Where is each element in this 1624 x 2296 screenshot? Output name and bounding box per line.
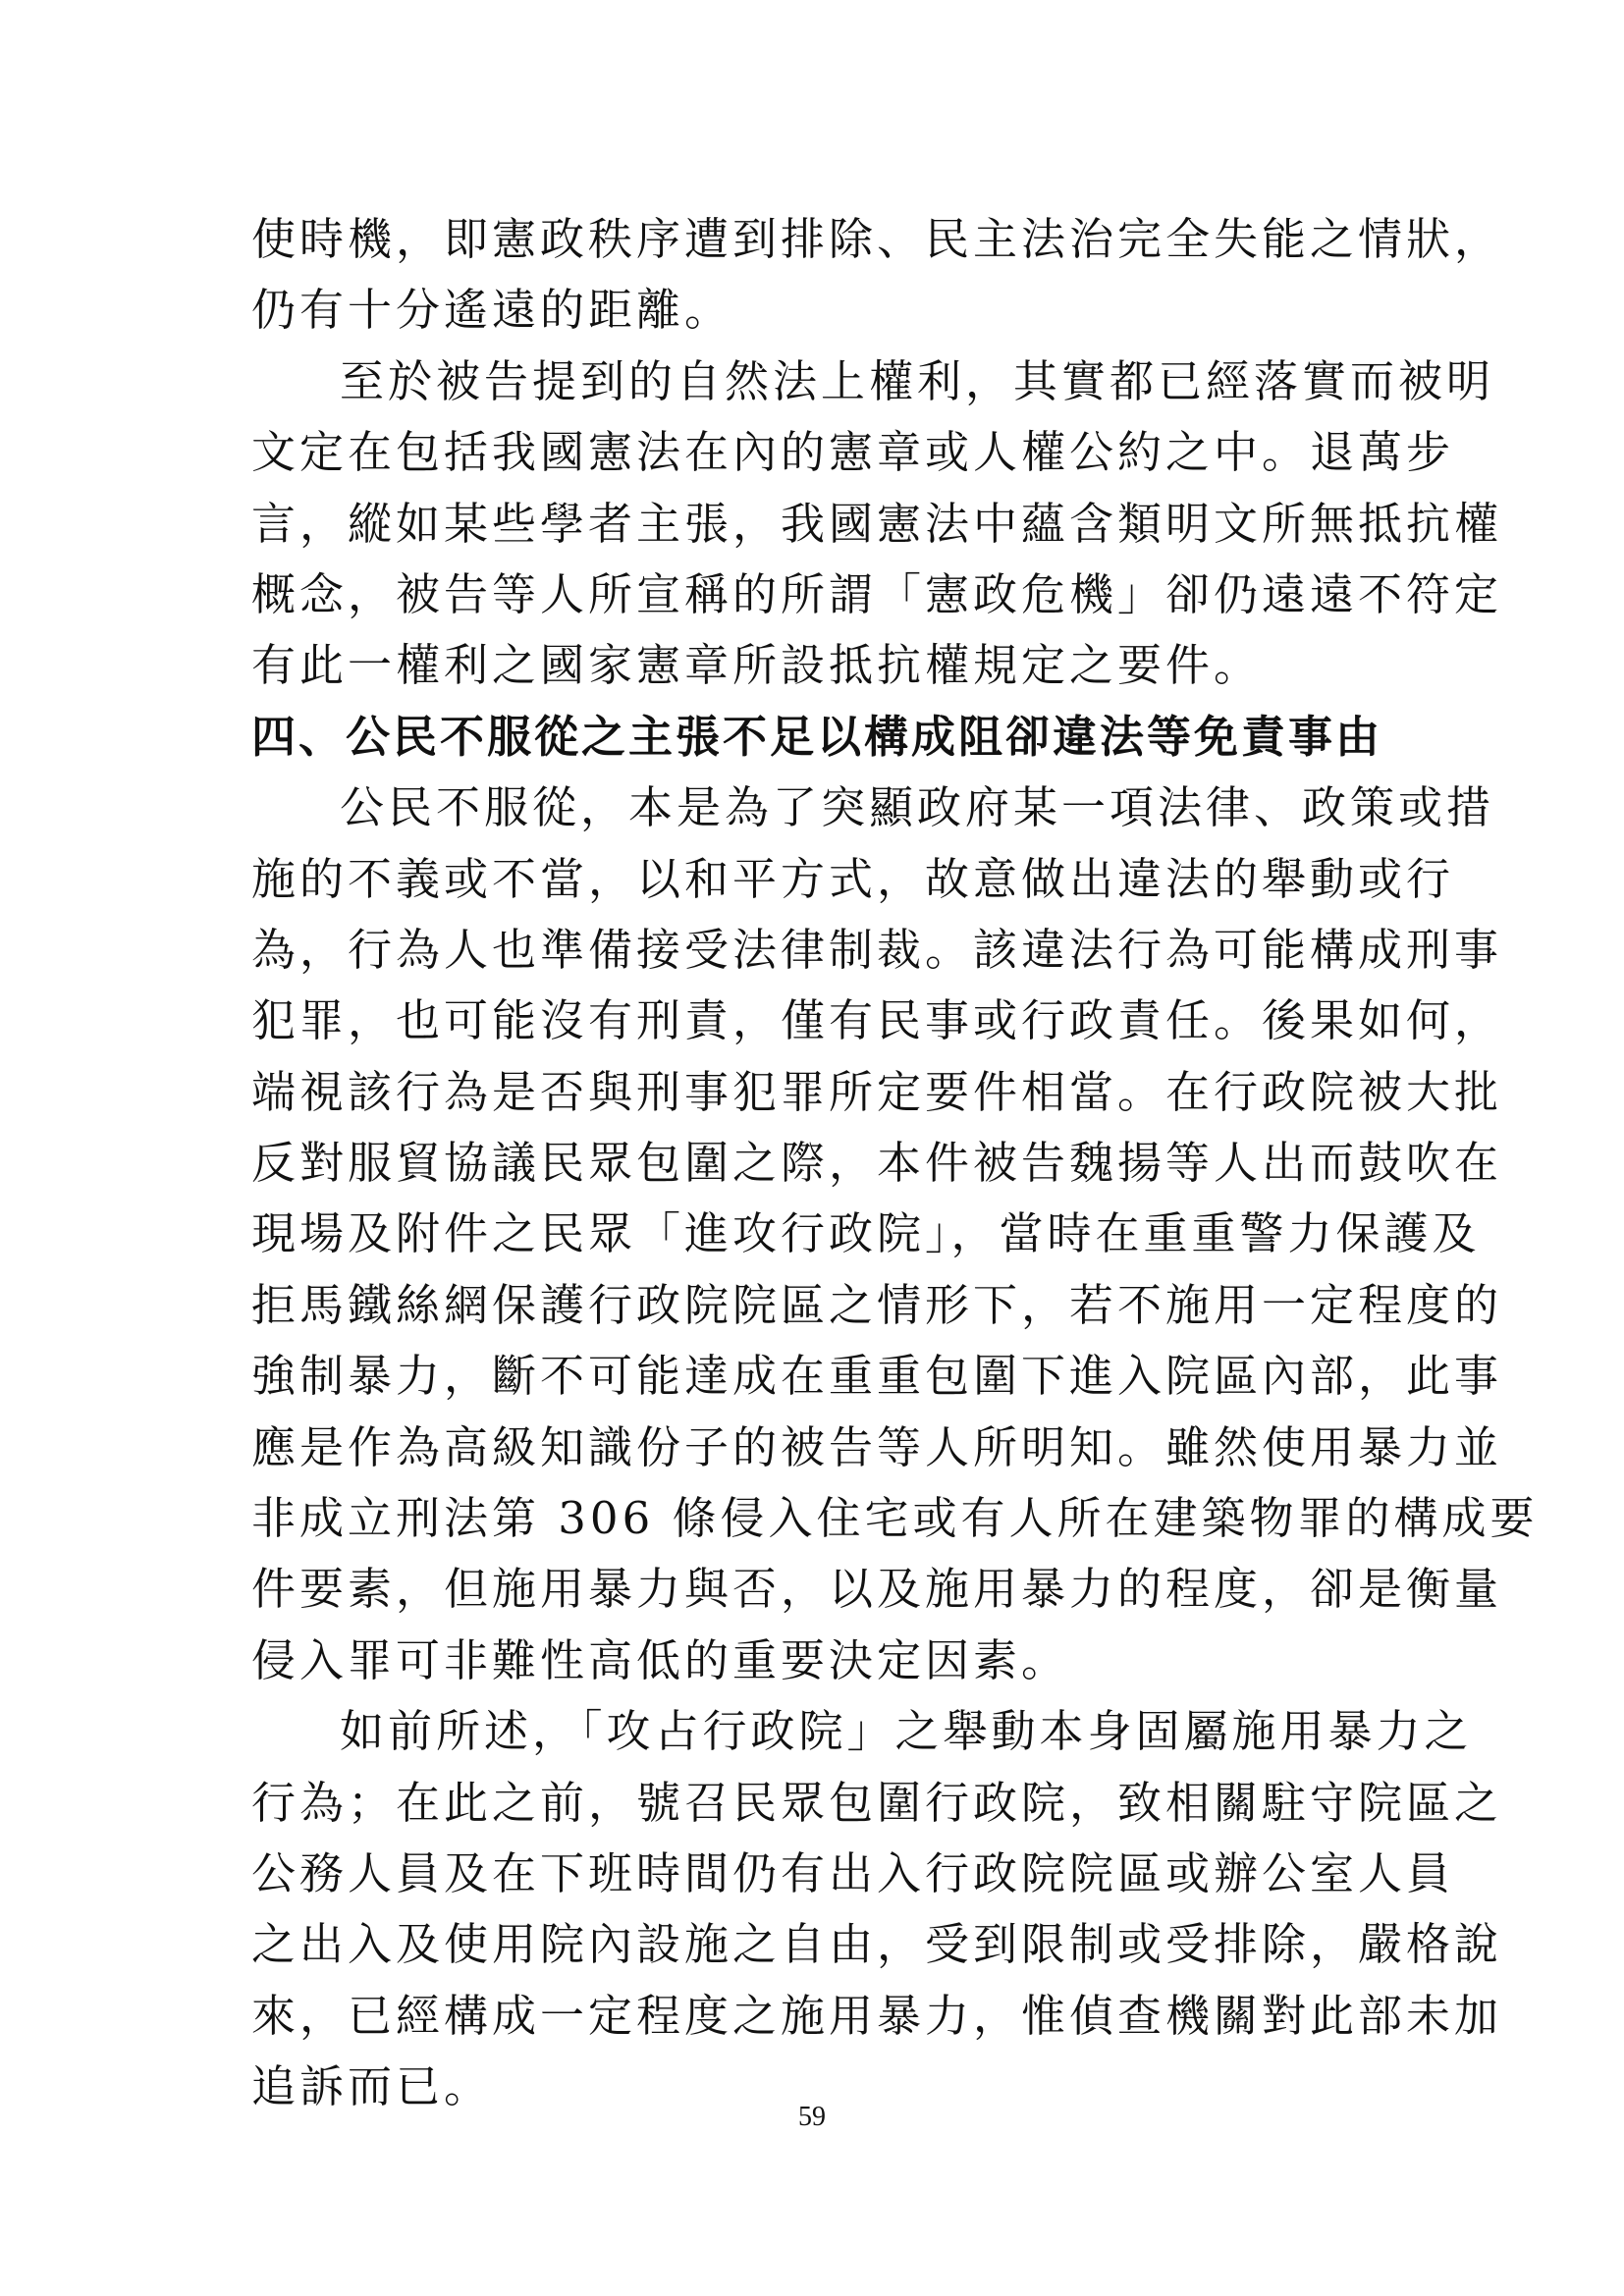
text-line: 使時機，即憲政秩序遭到排除、民主法治完全失能之情狀， xyxy=(251,213,1503,265)
text-line: 來，已經構成一定程度之施用暴力，惟偵查機關對此部未加 xyxy=(251,1989,1503,2042)
text-line: 仍有十分遙遠的距離。 xyxy=(251,284,733,337)
text-line: 施的不義或不當，以和平方式，故意做出違法的舉動或行 xyxy=(251,852,1455,905)
text-line: 件要素，但施用暴力與否，以及施用暴力的程度，卻是衡量 xyxy=(251,1563,1503,1616)
text-line: 侵入罪可非難性高低的重要決定因素。 xyxy=(251,1633,1070,1686)
text-line: 非成立刑法第 306 條侵入住宅或有人所在建築物罪的構成要 xyxy=(251,1492,1539,1545)
text-line: 行為；在此之前，號召民眾包圍行政院，致相關駐守院區之 xyxy=(251,1776,1503,1829)
text-line: 公務人員及在下班時間仍有出入行政院院區或辦公室人員 xyxy=(251,1846,1455,1899)
text-line: 犯罪，也可能沒有刑責，僅有民事或行政責任。後果如何， xyxy=(251,994,1503,1047)
section-heading: 四、公民不服從之主張不足以構成阻卻違法等免責事由 xyxy=(251,710,1383,763)
text-line: 為，行為人也準備接受法律制裁。該違法行為可能構成刑事 xyxy=(251,923,1503,976)
text-line: 現場及附件之民眾「進攻行政院」，當時在重重警力保護及 xyxy=(251,1207,1481,1260)
text-line: 端視該行為是否與刑事犯罪所定要件相當。在行政院被大批 xyxy=(251,1065,1503,1118)
text-line: 文定在包括我國憲法在內的憲章或人權公約之中。退萬步 xyxy=(251,426,1455,479)
text-line: 概念，被告等人所宣稱的所謂「憲政危機」卻仍遠遠不符定 xyxy=(251,567,1503,620)
text-line: 如前所述，「攻占行政院」之舉動本身固屬施用暴力之 xyxy=(340,1705,1473,1758)
text-line: 反對服貿協議民眾包圍之際，本件被告魏揚等人出而鼓吹在 xyxy=(251,1137,1503,1190)
text-line: 公民不服從，本是為了突顯政府某一項法律、政策或措 xyxy=(340,781,1495,834)
text-line: 應是作為高級知識份子的被告等人所明知。雖然使用暴力並 xyxy=(251,1420,1503,1473)
text-line: 至於被告提到的自然法上權利，其實都已經落實而被明 xyxy=(340,354,1495,407)
text-line: 強制暴力，斷不可能達成在重重包圍下進入院區內部，此事 xyxy=(251,1350,1503,1403)
page-number: 59 xyxy=(798,2102,826,2132)
text-line: 拒馬鐵絲網保護行政院院區之情形下，若不施用一定程度的 xyxy=(251,1278,1503,1331)
text-line: 之出入及使用院內設施之自由，受到限制或受排除，嚴格說 xyxy=(251,1918,1503,1971)
text-line: 追訴而已。 xyxy=(251,2060,493,2113)
text-line: 言，縱如某些學者主張，我國憲法中蘊含類明文所無抵抗權 xyxy=(251,497,1503,550)
body-text xyxy=(251,204,1539,2123)
text-line: 有此一權利之國家憲章所設抵抗權規定之要件。 xyxy=(251,639,1263,692)
